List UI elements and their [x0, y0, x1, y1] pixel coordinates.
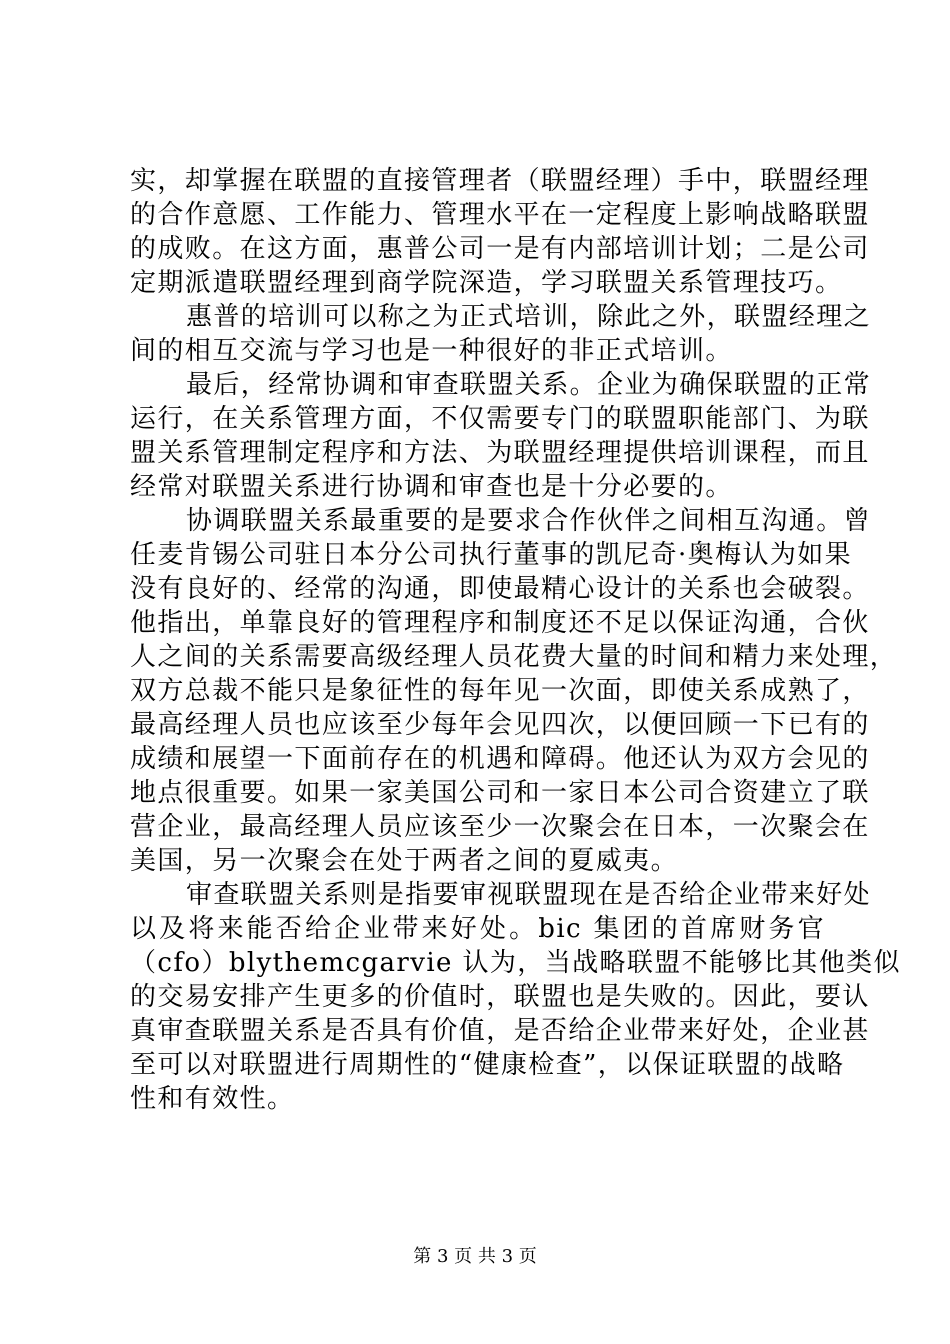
text-line: 间的相互交流与学习也是一种很好的非正式培训。: [130, 336, 733, 366]
text-line: 没有良好的、经常的沟通，即使最精心设计的关系也会破裂。: [130, 574, 870, 604]
text-line: 经常对联盟关系进行协调和审查也是十分必要的。: [130, 472, 733, 502]
text-line: 至可以对联盟进行周期性的“健康检查”，以保证联盟的战略: [130, 1050, 845, 1080]
text-line: 最高经理人员也应该至少每年会见四次，以便回顾一下已有的: [130, 710, 870, 740]
text-line: 营企业，最高经理人员应该至少一次聚会在日本，一次聚会在: [130, 812, 870, 842]
text-line: 审查联盟关系则是指要审视联盟现在是否给企业带来好处: [186, 880, 872, 910]
text-line: 最后，经常协调和审查联盟关系。企业为确保联盟的正常: [186, 370, 872, 400]
document-body: [130, 164, 901, 1116]
text-line: 以及将来能否给企业带来好处。bic 集团的首席财务官: [130, 914, 825, 944]
text-line: 协调联盟关系最重要的是要求合作伙伴之间相互沟通。曾: [186, 506, 872, 536]
text-line: 美国，另一次聚会在处于两者之间的夏威夷。: [130, 846, 679, 876]
text-line: 他指出，单靠良好的管理程序和制度还不足以保证沟通，合伙: [130, 608, 870, 638]
text-line: 的成败。在这方面，惠普公司一是有内部培训计划；二是公司: [130, 234, 870, 264]
text-line: （cfo）blythemcgarvie 认为，当战略联盟不能够比其他类似: [130, 948, 901, 978]
text-line: 定期派遣联盟经理到商学院深造，学习联盟关系管理技巧。: [130, 268, 843, 298]
text-line: 运行，在关系管理方面，不仅需要专门的联盟职能部门、为联: [130, 404, 870, 434]
text-line: 成绩和展望一下面前存在的机遇和障碍。他还认为双方会见的: [130, 744, 870, 774]
text-line: 人之间的关系需要高级经理人员花费大量的时间和精力来处理，: [130, 642, 898, 672]
text-line: 的交易安排产生更多的价值时，联盟也是失败的。因此，要认: [130, 982, 870, 1012]
text-line: 盟关系管理制定程序和方法、为联盟经理提供培训课程，而且: [130, 438, 870, 468]
text-line: 惠普的培训可以称之为正式培训，除此之外，联盟经理之: [186, 302, 872, 332]
text-line: 真审查联盟关系是否具有价值，是否给企业带来好处，企业甚: [130, 1016, 870, 1046]
text-line: 任麦肯锡公司驻日本分公司执行董事的凯尼奇·奥梅认为如果: [130, 540, 853, 570]
text-line: 的合作意愿、工作能力、管理水平在一定程度上影响战略联盟: [130, 200, 870, 230]
text-line: 性和有效性。: [130, 1084, 295, 1114]
text-line: 实，却掌握在联盟的直接管理者（联盟经理）手中，联盟经理: [130, 166, 870, 196]
text-line: 地点很重要。如果一家美国公司和一家日本公司合资建立了联: [130, 778, 870, 808]
page-number-footer: 第 3 页 共 3 页: [413, 1246, 537, 1267]
text-line: 双方总裁不能只是象征性的每年见一次面，即使关系成熟了，: [130, 676, 870, 706]
